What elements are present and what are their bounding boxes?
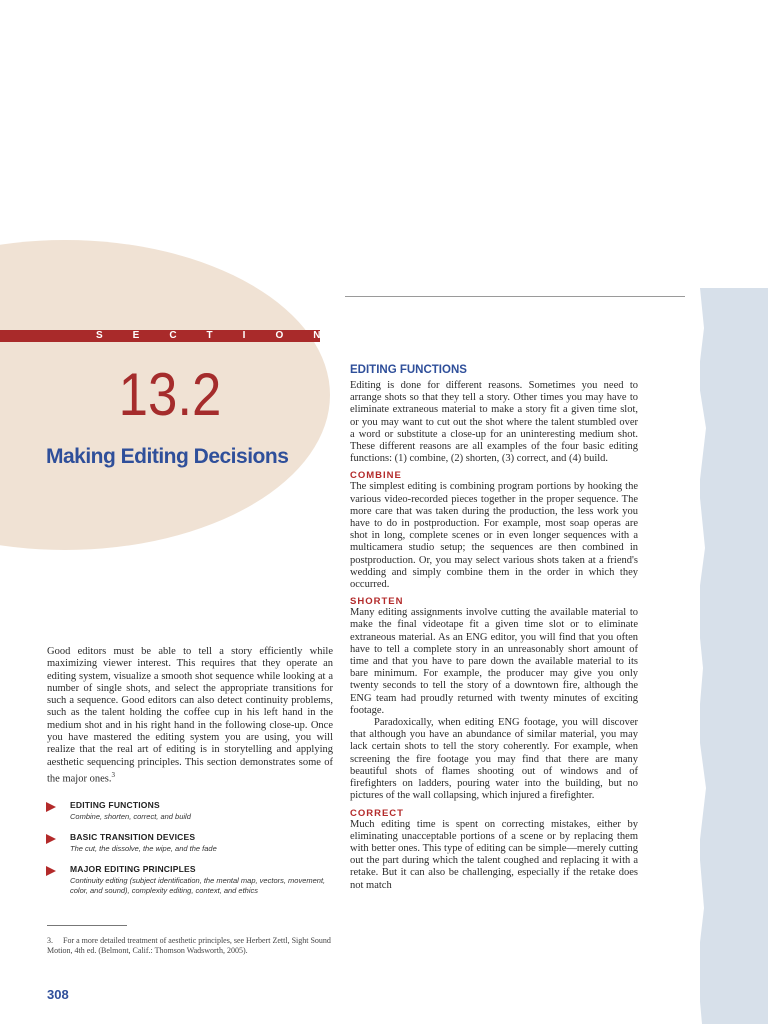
combine-text: The simplest editing is combining program portions by hooking the various video-recorded pieces together in the proper sequence. The more care that was taken during the production, the less work you have to do in postproduction. For example, most soap operas are shot in long, complete scenes or in even longer sequences with a multicamera studio setup; the sequences are then combined in postproduction. Or, you may select various shots taken at a friend's wedding and simply combine them in the order in which they occurred. <box>350 481 638 591</box>
footnote <box>47 936 333 956</box>
section-band <box>0 330 351 342</box>
topic-title: BASIC TRANSITION DEVICES <box>70 832 196 842</box>
topic-item <box>46 864 336 896</box>
triangle-bullet-icon <box>46 866 56 876</box>
shorten-text-2: Paradoxically, when editing ENG footage, you will discover that although you have an abundance of similar material, you may lack certain shots to tell the story coherently. For example, when screening the fire footage you may find that there are many beautiful shots of flames shooting out of windows and of firefighters on ladders, pouring water into the building, but no pictures of the wall collapsing, which injured a firefighter. <box>350 717 638 802</box>
footnote-divider <box>47 925 127 926</box>
top-rule <box>345 296 685 297</box>
editing-functions-text: Editing is done for different reasons. Sometimes you need to arrange shots so that they tell a story. Other times you may have to eliminate extraneous material to make a story fit a given time slot, or you may want to cut out the shot where the talent stumbled over a word or substitute a close-up for an uninteresting medium shot. These different reasons are all examples of the four basic editing functions: (1) combine, (2) shorten, (3) correct, and (4) build. <box>350 380 638 465</box>
topic-subtitle: Continuity editing (subject identification, the mental map, vectors, movement, color, and sound), complexity editing, context, and ethics <box>70 876 326 895</box>
intro-text: Good editors must be able to tell a story efficiently while maximizing viewer interest. This requires that they operate an editing system, visualize a smooth shot sequence while looking at a number of single shots, and select the appropriate transitions for such a sequence. Good editors can also detect continuity problems, such as the talent holding the coffee cup in his left hand in the medium shot and in his right hand in the following close-up. Once you have mastered the editing system you are using, you will realize that the real art of editing is in storytelling and applying aesthetic sequencing principles. This section demonstrates some of the major ones. <box>47 646 333 785</box>
intro-paragraph <box>47 646 333 786</box>
topic-title: EDITING FUNCTIONS <box>70 800 160 810</box>
combine-heading: COMBINE <box>350 470 402 482</box>
topic-item <box>46 832 336 854</box>
editing-functions-heading: EDITING FUNCTIONS <box>350 364 467 376</box>
topic-item <box>46 800 336 822</box>
triangle-bullet-icon <box>46 834 56 844</box>
section-title: Making Editing Decisions <box>46 445 289 468</box>
page-number: 308 <box>47 987 69 1002</box>
footnote-text: For a more detailed treatment of aesthetic principles, see Herbert Zettl, Sight Sound Motion, 4th ed. (Belmont, Calif.: Thomson Wadsworth, 2005). <box>47 936 331 955</box>
triangle-bullet-icon <box>46 802 56 812</box>
shorten-heading: SHORTEN <box>350 596 404 608</box>
section-number: 13.2 <box>118 361 222 428</box>
topic-subtitle: Combine, shorten, correct, and build <box>70 812 191 821</box>
correct-text: Much editing time is spent on correcting mistakes, either by eliminating unacceptable portions of a scene or by replacing them with better ones. This type of editing can be simple—merely cutting out the part during which the talent coughed and replacing it with a retake. But it can also be challenging, especially if the retake does not match <box>350 818 638 891</box>
footnote-number: 3. <box>47 936 53 945</box>
topic-subtitle: The cut, the dissolve, the wipe, and the fade <box>70 844 217 853</box>
section-band-label: SECTION <box>96 330 351 341</box>
footnote-ref: 3 <box>111 770 115 779</box>
torn-page-edge <box>688 288 728 1024</box>
correct-heading: CORRECT <box>350 807 404 819</box>
section-topics-list <box>46 800 336 906</box>
shorten-text: Many editing assignments involve cutting the available material to make the final videotape fit a given time slot or to eliminate extraneous material. As an ENG editor, you will find that you often have to tell a complete story in an unreasonably short amount of time and that you have to pare down the available material to its bare minimum. For example, the producer may give you only twenty seconds to tell the story of a downtown fire, although the ENG team had proudly returned with twenty minutes of exciting footage. <box>350 607 638 716</box>
right-column <box>350 364 638 892</box>
topic-title: MAJOR EDITING PRINCIPLES <box>70 864 196 874</box>
